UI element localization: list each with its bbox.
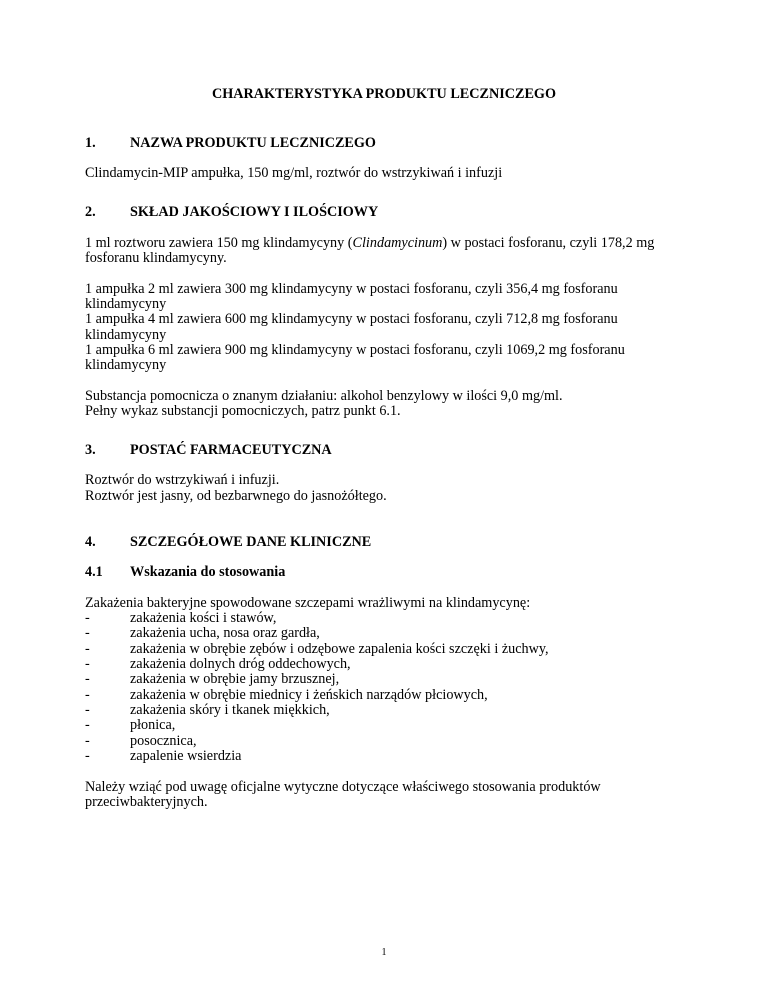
indications-intro: Zakażenia bakteryjne spowodowane szczepami wrażliwymi na klindamycynę:	[85, 595, 531, 611]
section-3-number: 3.	[85, 442, 96, 458]
list-bullet: -	[85, 671, 90, 687]
document-title: CHARAKTERYSTYKA PRODUKTU LECZNICZEGO	[212, 86, 556, 102]
pharmaceutical-form-line-2: Roztwór jest jasny, od bezbarwnego do jasnożółtego.	[85, 488, 387, 504]
indication-item: zakażenia w obrębie jamy brzusznej,	[130, 671, 340, 687]
list-bullet: -	[85, 641, 90, 657]
list-bullet: -	[85, 625, 90, 641]
indication-item: płonica,	[130, 717, 176, 733]
list-bullet: -	[85, 748, 90, 764]
indication-item: posocznica,	[130, 733, 197, 749]
ampoule-line: klindamycyny	[85, 296, 167, 312]
page-number: 1	[381, 947, 387, 958]
ampoule-line: klindamycyny	[85, 357, 167, 373]
subsection-4-1-heading: Wskazania do stosowania	[130, 564, 286, 580]
product-name-text: Clindamycin-MIP ampułka, 150 mg/ml, roztwór do wstrzykiwań i infuzji	[85, 165, 503, 181]
ampoule-line: 1 ampułka 6 ml zawiera 900 mg klindamycyny w postaci fosforanu, czyli 1069,2 mg fosforanu	[85, 342, 625, 358]
indication-item: zakażenia dolnych dróg oddechowych,	[130, 656, 351, 672]
ampoule-line: 1 ampułka 2 ml zawiera 300 mg klindamycyny w postaci fosforanu, czyli 356,4 mg fosforanu	[85, 281, 618, 297]
guidelines-line-2: przeciwbakteryjnych.	[85, 794, 208, 810]
section-2-heading: SKŁAD JAKOŚCIOWY I ILOŚCIOWY	[130, 204, 379, 220]
subsection-4-1-number: 4.1	[85, 564, 103, 580]
excipient-line-1: Substancja pomocnicza o znanym działaniu: alkohol benzylowy w ilości 9,0 mg/ml.	[85, 388, 563, 404]
indication-item: zakażenia skóry i tkanek miękkich,	[130, 702, 330, 718]
list-bullet: -	[85, 717, 90, 733]
indication-item: zakażenia w obrębie zębów i odzębowe zapalenia kości szczęki i żuchwy,	[130, 641, 549, 657]
indication-item: zapalenie wsierdzia	[130, 748, 242, 764]
section-1-heading: NAZWA PRODUKTU LECZNICZEGO	[130, 135, 376, 151]
list-bullet: -	[85, 610, 90, 626]
composition-text-b: ) w postaci fosforanu, czyli 178,2 mg	[442, 235, 655, 251]
section-4-number: 4.	[85, 534, 96, 550]
ampoule-line: 1 ampułka 4 ml zawiera 600 mg klindamycyny w postaci fosforanu, czyli 712,8 mg fosforanu	[85, 311, 618, 327]
list-bullet: -	[85, 702, 90, 718]
list-bullet: -	[85, 687, 90, 703]
composition-latin-name: Clindamycinum	[352, 235, 443, 251]
section-4-heading: SZCZEGÓŁOWE DANE KLINICZNE	[130, 534, 372, 550]
section-1-number: 1.	[85, 135, 96, 151]
section-3-heading: POSTAĆ FARMACEUTYCZNA	[130, 442, 332, 458]
list-bullet: -	[85, 733, 90, 749]
composition-text-a: 1 ml roztworu zawiera 150 mg klindamycyny (	[85, 235, 353, 251]
list-bullet: -	[85, 656, 90, 672]
composition-paragraph-line-2: fosforanu klindamycyny.	[85, 250, 227, 266]
guidelines-line-1: Należy wziąć pod uwagę oficjalne wytyczne dotyczące właściwego stosowania produktów	[85, 779, 601, 795]
indication-item: zakażenia ucha, nosa oraz gardła,	[130, 625, 320, 641]
indication-item: zakażenia kości i stawów,	[130, 610, 277, 626]
ampoule-line: klindamycyny	[85, 327, 167, 343]
indication-item: zakażenia w obrębie miednicy i żeńskich narządów płciowych,	[130, 687, 488, 703]
excipient-line-2: Pełny wykaz substancji pomocniczych, patrz punkt 6.1.	[85, 403, 401, 419]
pharmaceutical-form-line-1: Roztwór do wstrzykiwań i infuzji.	[85, 472, 280, 488]
section-2-number: 2.	[85, 204, 96, 220]
